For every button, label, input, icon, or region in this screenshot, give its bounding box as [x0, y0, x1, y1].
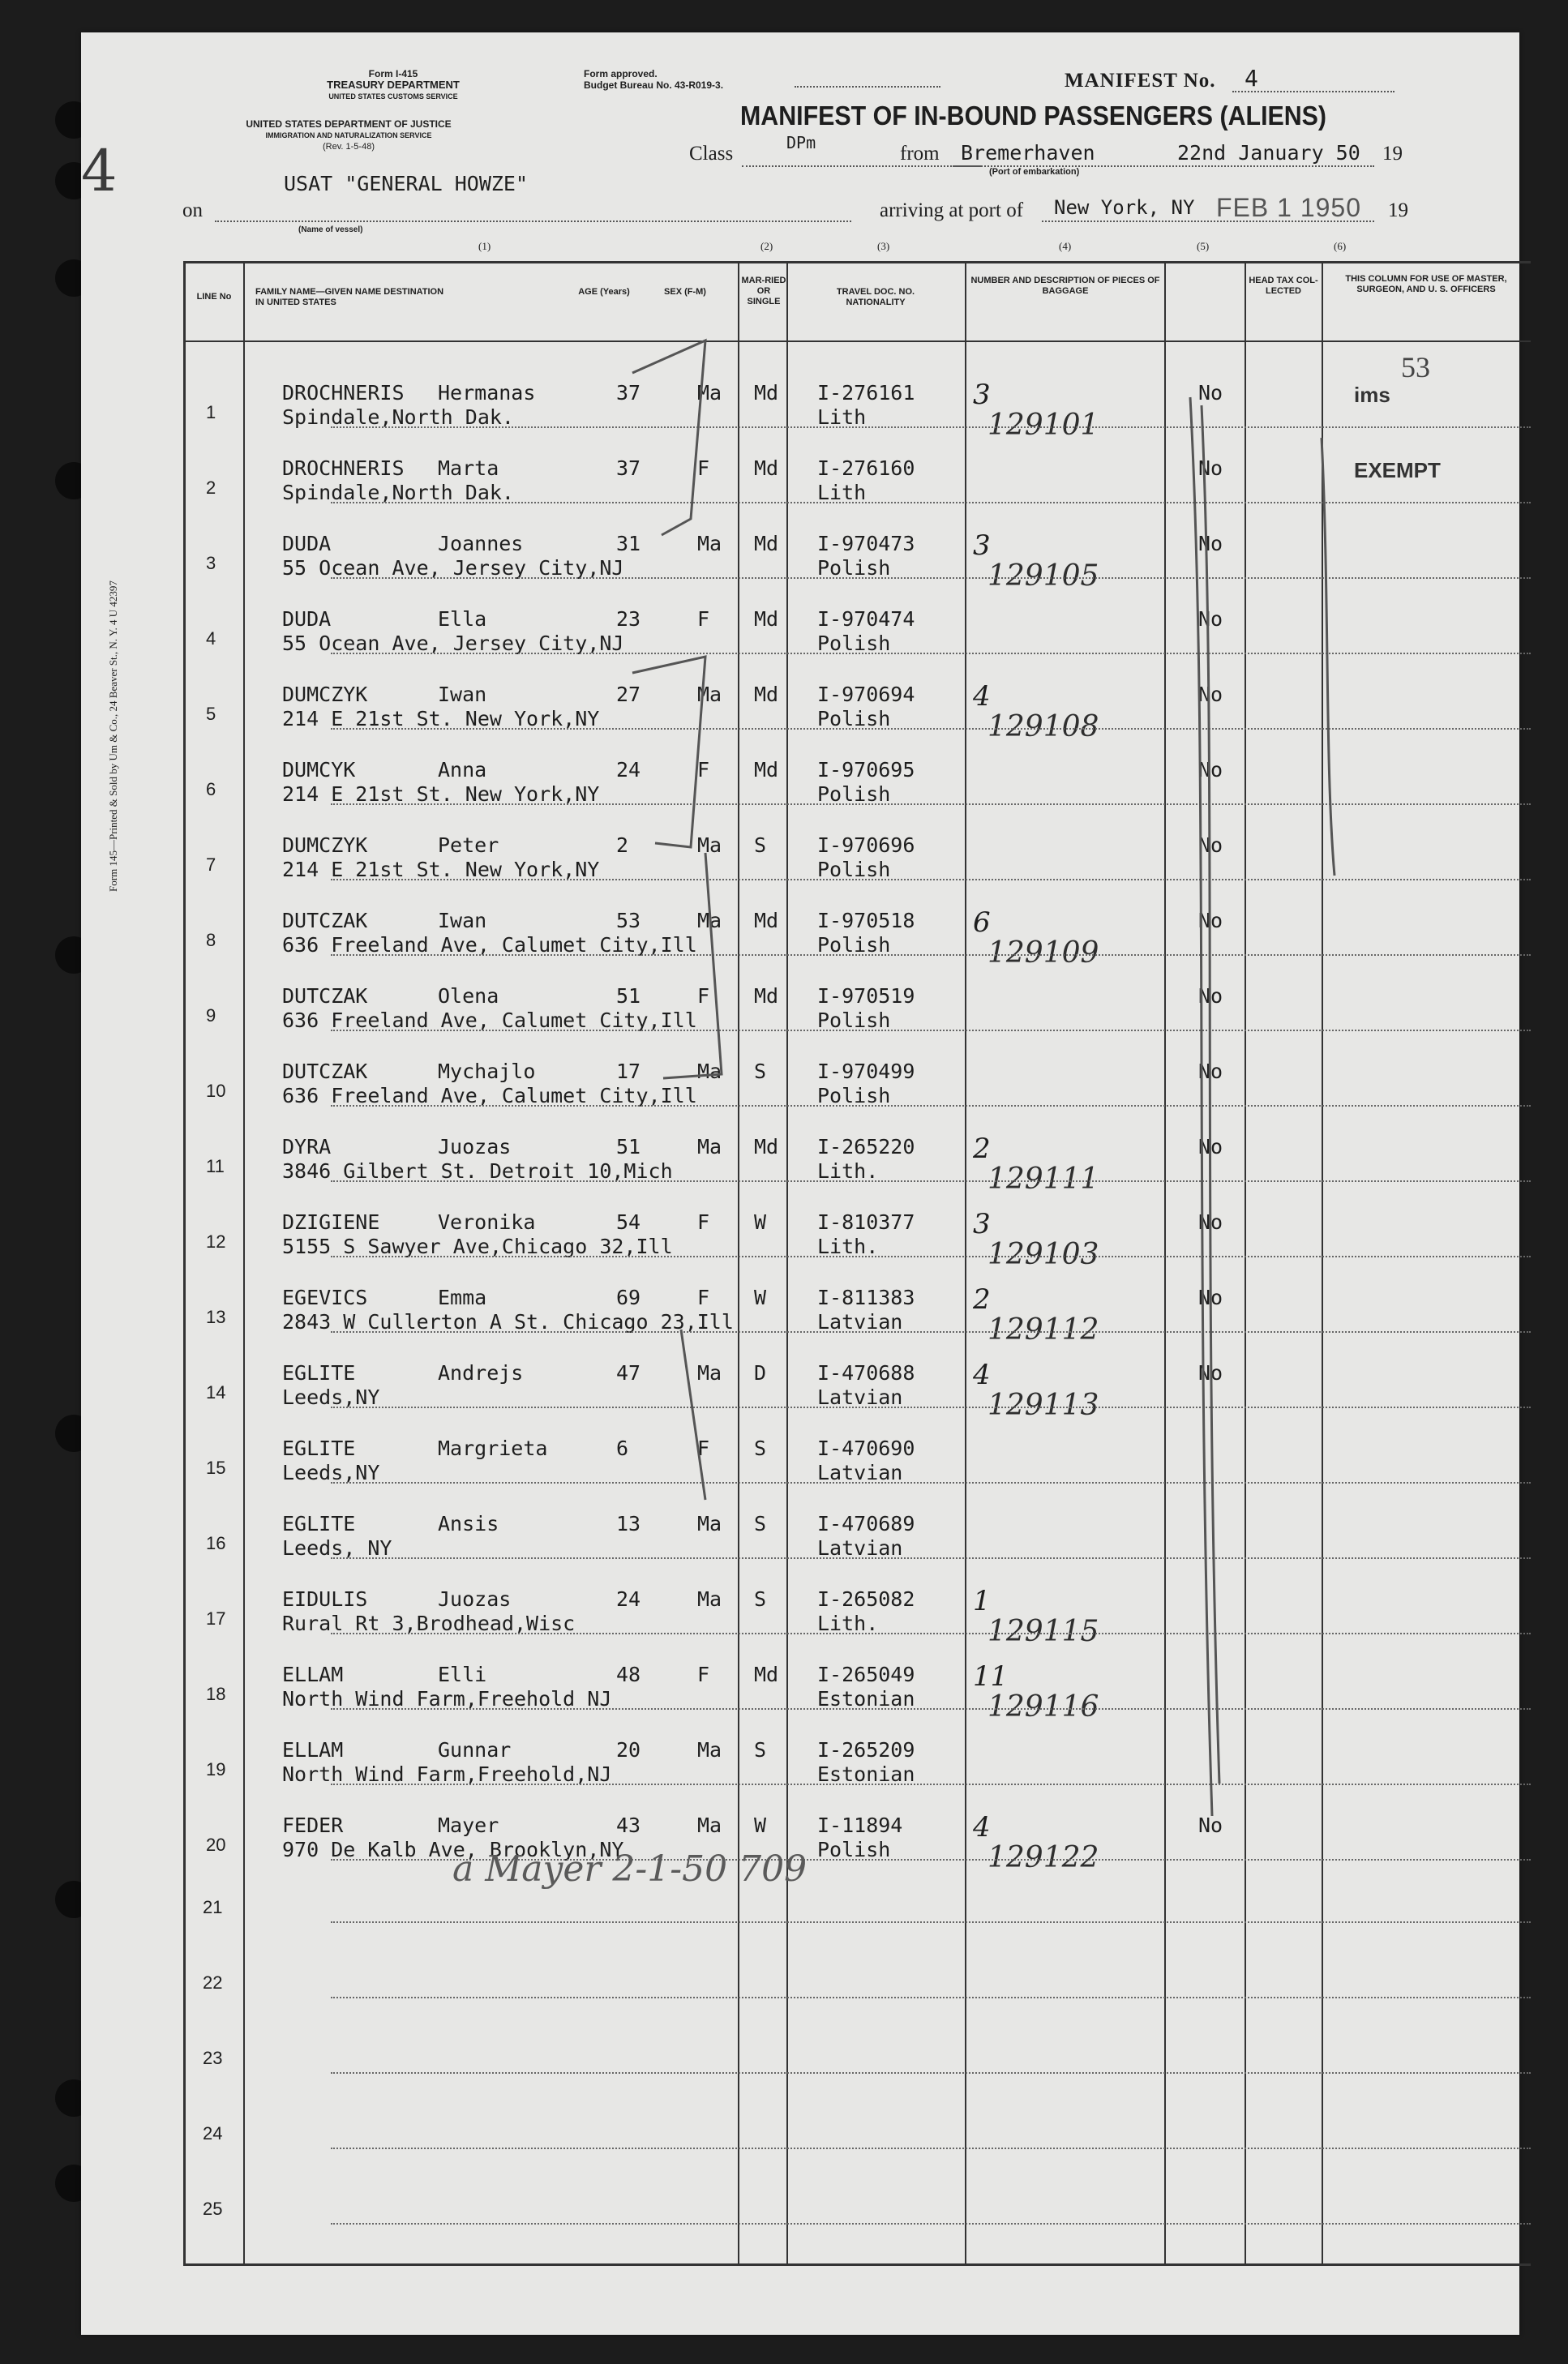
age: 43	[616, 1814, 641, 1837]
head-tax: No	[1198, 1210, 1223, 1234]
destination: 214 E 21st St. New York,NY	[282, 782, 600, 806]
marital-status: W	[754, 1210, 767, 1234]
sex: Ma	[697, 381, 722, 405]
age: 6	[616, 1437, 629, 1460]
travel-doc-number: I-470688	[817, 1361, 915, 1385]
head-tax: No	[1198, 456, 1223, 480]
destination: 636 Freeland Ave, Calumet City,Ill	[282, 1084, 697, 1107]
nationality: Estonian	[817, 1687, 915, 1711]
department-of-justice: UNITED STATES DEPARTMENT OF JUSTICE	[246, 118, 452, 130]
col-header-married: MAR-RIED OR SINGLE	[741, 276, 786, 306]
family-name: DUDA	[282, 532, 332, 555]
class-label: Class	[689, 143, 734, 165]
nationality: Polish	[817, 556, 891, 580]
marital-status: S	[754, 1738, 767, 1762]
family-name: EGLITE	[282, 1512, 356, 1535]
given-name: Juozas	[438, 1135, 512, 1158]
baggage-count: 2	[973, 1133, 991, 1165]
head-tax: No	[1198, 1135, 1223, 1158]
head-tax: No	[1198, 1286, 1223, 1309]
from-label: from	[900, 143, 940, 165]
head-tax: No	[1198, 909, 1223, 932]
destination: Spindale,North Dak.	[282, 405, 514, 429]
row-number: 16	[206, 1533, 226, 1553]
marital-status: S	[754, 1060, 767, 1083]
col-num-3: (3)	[877, 240, 890, 252]
marital-status: Md	[754, 381, 779, 405]
family-name: FEDER	[282, 1814, 344, 1837]
nationality: Latvian	[817, 1536, 903, 1560]
manifest-number: 4	[1245, 65, 1258, 92]
destination: Spindale,North Dak.	[282, 481, 514, 504]
sex: Ma	[697, 683, 722, 706]
row-number: 6	[206, 779, 216, 799]
family-name: EGLITE	[282, 1361, 356, 1385]
baggage-number: 129113	[987, 1389, 1099, 1422]
given-name: Hermanas	[438, 381, 536, 405]
destination: 5155 S Sawyer Ave,Chicago 32,Ill	[282, 1235, 673, 1258]
immigration-service: IMMIGRATION AND NATURALIZATION SERVICE	[265, 131, 432, 139]
age: 23	[616, 607, 641, 631]
nationality: Lith	[817, 405, 867, 429]
family-name: DUMCZYK	[282, 683, 368, 706]
family-name: DYRA	[282, 1135, 332, 1158]
destination: Leeds, NY	[282, 1536, 392, 1560]
head-tax: No	[1198, 1361, 1223, 1385]
baggage-number: 129115	[987, 1615, 1099, 1648]
sex: F	[697, 1663, 710, 1686]
head-tax: No	[1198, 984, 1223, 1008]
destination: 970 De Kalb Ave, Brooklyn,NY	[282, 1838, 624, 1861]
baggage-count: 3	[973, 379, 991, 411]
age: 48	[616, 1663, 641, 1686]
travel-doc-number: I-276161	[817, 381, 915, 405]
given-name: Ella	[438, 607, 487, 631]
age: 37	[616, 456, 641, 480]
age: 24	[616, 758, 641, 782]
arrival-date-stamp: FEB 1 1950	[1216, 193, 1361, 222]
baggage-count: 1	[973, 1585, 991, 1617]
col-header-officers: THIS COLUMN FOR USE OF MASTER, SURGEON, AND U. S. OFFICERS	[1345, 274, 1507, 294]
nationality: Polish	[817, 707, 891, 730]
destination: 55 Ocean Ave, Jersey City,NJ	[282, 632, 624, 655]
sex: Ma	[697, 833, 722, 857]
col-header-name: FAMILY NAME—GIVEN NAME DESTINATION IN UNITED STATES	[255, 287, 444, 307]
col-header-baggage: NUMBER AND DESCRIPTION OF PIECES OF BAGGAGE	[970, 276, 1160, 296]
nationality: Latvian	[817, 1385, 903, 1409]
family-name: EIDULIS	[282, 1587, 368, 1611]
row-number: 12	[206, 1231, 226, 1252]
given-name: Anna	[438, 758, 487, 782]
head-tax: No	[1198, 607, 1223, 631]
sex: Ma	[697, 1361, 722, 1385]
row-number: 1	[206, 402, 216, 422]
side-print-text: Form 145—Printed & Sold by Um & Co., 24 Beaver St., N. Y. 4 U 42397	[107, 580, 119, 892]
destination: 636 Freeland Ave, Calumet City,Ill	[282, 933, 697, 957]
travel-doc-number: I-276160	[817, 456, 915, 480]
marital-status: Md	[754, 456, 779, 480]
travel-doc-number: I-970474	[817, 607, 915, 631]
destination: North Wind Farm,Freehold,NJ	[282, 1762, 612, 1786]
age: 54	[616, 1210, 641, 1234]
baggage-count: 2	[973, 1283, 991, 1316]
nationality: Polish	[817, 1009, 891, 1032]
nationality: Polish	[817, 632, 891, 655]
travel-doc-number: I-811383	[817, 1286, 915, 1309]
marital-status: S	[754, 1587, 767, 1611]
marital-status: S	[754, 1512, 767, 1535]
family-name: DUTCZAK	[282, 1060, 368, 1083]
col-num-4: (4)	[1059, 240, 1072, 252]
age: 13	[616, 1512, 641, 1535]
given-name: Olena	[438, 984, 499, 1008]
baggage-count: 6	[973, 906, 991, 939]
destination: 214 E 21st St. New York,NY	[282, 707, 600, 730]
sex: Ma	[697, 1135, 722, 1158]
travel-doc-number: I-265049	[817, 1663, 915, 1686]
destination: Leeds,NY	[282, 1385, 380, 1409]
head-tax: No	[1198, 1814, 1223, 1837]
family-name: DROCHNERIS	[282, 381, 405, 405]
sex: F	[697, 456, 710, 480]
year-label-2: 19	[1388, 199, 1408, 221]
marital-status: Md	[754, 984, 779, 1008]
row-number: 7	[206, 854, 216, 875]
travel-doc-number: I-470689	[817, 1512, 915, 1535]
family-name: DUMCZYK	[282, 833, 368, 857]
baggage-number: 129122	[987, 1841, 1099, 1874]
given-name: Peter	[438, 833, 499, 857]
given-name: Gunnar	[438, 1738, 512, 1762]
sex: F	[697, 1210, 710, 1234]
marital-status: Md	[754, 1663, 779, 1686]
marital-status: Md	[754, 607, 779, 631]
given-name: Joannes	[438, 532, 524, 555]
given-name: Iwan	[438, 683, 487, 706]
baggage-count: 3	[973, 529, 991, 562]
age: 51	[616, 1135, 641, 1158]
marital-status: Md	[754, 758, 779, 782]
marital-status: D	[754, 1361, 767, 1385]
col-num-1: (1)	[478, 240, 491, 252]
nationality: Polish	[817, 1084, 891, 1107]
travel-doc-number: I-970694	[817, 683, 915, 706]
marital-status: Md	[754, 532, 779, 555]
nationality: Lith.	[817, 1235, 879, 1258]
row-number: 17	[206, 1608, 226, 1629]
baggage-number: 129108	[987, 710, 1099, 743]
customs-service: UNITED STATES CUSTOMS SERVICE	[328, 92, 458, 101]
baggage-count: 4	[973, 680, 991, 713]
nationality: Polish	[817, 1838, 891, 1861]
sex: Ma	[697, 1512, 722, 1535]
form-approved: Form approved.	[584, 68, 658, 79]
family-name: ELLAM	[282, 1663, 344, 1686]
travel-doc-number: I-265082	[817, 1587, 915, 1611]
sex: Ma	[697, 1738, 722, 1762]
family-name: DUTCZAK	[282, 984, 368, 1008]
given-name: Mychajlo	[438, 1060, 536, 1083]
nationality: Lith.	[817, 1612, 879, 1635]
marital-status: W	[754, 1286, 767, 1309]
row-number: 21	[203, 1897, 223, 1917]
destination: Leeds,NY	[282, 1461, 380, 1484]
given-name: Juozas	[438, 1587, 512, 1611]
sex: F	[697, 758, 710, 782]
age: 69	[616, 1286, 641, 1309]
destination: 3846 Gilbert St. Detroit 10,Mich	[282, 1159, 673, 1183]
destination: 214 E 21st St. New York,NY	[282, 858, 600, 881]
baggage-count: 11	[973, 1660, 1009, 1693]
age: 31	[616, 532, 641, 555]
travel-doc-number: I-970519	[817, 984, 915, 1008]
age: 47	[616, 1361, 641, 1385]
nationality: Estonian	[817, 1762, 915, 1786]
vessel-name: USAT "GENERAL HOWZE"	[284, 172, 529, 195]
row-number: 15	[206, 1458, 226, 1478]
head-tax: No	[1198, 683, 1223, 706]
baggage-count: 3	[973, 1208, 991, 1240]
nationality: Latvian	[817, 1310, 903, 1334]
arrival-port: New York, NY	[1054, 196, 1195, 219]
baggage-number: 129105	[987, 559, 1099, 593]
marital-status: Md	[754, 1135, 779, 1158]
family-name: DUMCYK	[282, 758, 356, 782]
family-name: DUDA	[282, 607, 332, 631]
given-name: Veronika	[438, 1210, 536, 1234]
travel-doc-number: I-470690	[817, 1437, 915, 1460]
row-number: 3	[206, 553, 216, 573]
sex: Ma	[697, 1587, 722, 1611]
baggage-number: 129116	[987, 1690, 1099, 1724]
nationality: Polish	[817, 933, 891, 957]
age: 37	[616, 381, 641, 405]
baggage-number: 129112	[987, 1313, 1099, 1347]
given-name: Andrejs	[438, 1361, 524, 1385]
age: 24	[616, 1587, 641, 1611]
marital-status: Md	[754, 909, 779, 932]
destination: North Wind Farm,Freehold NJ	[282, 1687, 612, 1711]
officer-note: EXEMPT	[1354, 458, 1441, 482]
travel-doc-number: I-265220	[817, 1135, 915, 1158]
head-tax: No	[1198, 381, 1223, 405]
treasury-department: TREASURY DEPARTMENT	[327, 79, 460, 91]
sex: Ma	[697, 1814, 722, 1837]
travel-doc-number: I-970499	[817, 1060, 915, 1083]
row-number: 18	[206, 1684, 226, 1704]
row-number: 9	[206, 1005, 216, 1026]
age: 51	[616, 984, 641, 1008]
row-number: 14	[206, 1382, 226, 1403]
head-tax: No	[1198, 1060, 1223, 1083]
marital-status: Md	[754, 683, 779, 706]
row-number: 25	[203, 2199, 223, 2219]
col-header-sex: SEX (F-M)	[664, 287, 706, 297]
baggage-count: 4	[973, 1811, 991, 1844]
col-num-2: (2)	[760, 240, 773, 252]
sex: F	[697, 984, 710, 1008]
page-corner-number: 53	[1401, 351, 1430, 383]
family-name: EGLITE	[282, 1437, 356, 1460]
sex: Ma	[697, 532, 722, 555]
officer-note: ims	[1354, 383, 1390, 407]
sex: F	[697, 1286, 710, 1309]
head-tax: No	[1198, 758, 1223, 782]
family-name: DROCHNERIS	[282, 456, 405, 480]
age: 27	[616, 683, 641, 706]
destination: 55 Ocean Ave, Jersey City,NJ	[282, 556, 624, 580]
margin-note: 4	[81, 138, 118, 204]
nationality: Polish	[817, 858, 891, 881]
sex: Ma	[697, 1060, 722, 1083]
col-header-travel: TRAVEL DOC. NO. NATIONALITY	[836, 287, 915, 307]
sex: F	[697, 1437, 710, 1460]
marital-status: S	[754, 833, 767, 857]
col-num-5: (5)	[1197, 240, 1210, 252]
manifest-page	[81, 32, 1519, 2335]
year-label: 19	[1382, 143, 1403, 165]
baggage-number: 129109	[987, 936, 1099, 970]
handwritten-line-21: a Mayer 2-1-50 709	[452, 1848, 808, 1890]
row-number: 13	[206, 1307, 226, 1327]
row-number: 4	[206, 628, 216, 649]
form-number: Form I-415	[368, 68, 418, 79]
row-number: 5	[206, 704, 216, 724]
destination: 636 Freeland Ave, Calumet City,Ill	[282, 1009, 697, 1032]
given-name: Margrieta	[438, 1437, 548, 1460]
revision-date: (Rev. 1-5-48)	[323, 142, 375, 152]
port-caption: (Port of embarkation)	[989, 167, 1080, 177]
nationality: Polish	[817, 782, 891, 806]
row-number: 20	[206, 1835, 226, 1855]
embarkation-date: 22nd January 50	[1177, 141, 1360, 165]
sex: F	[697, 607, 710, 631]
baggage-number: 129103	[987, 1238, 1099, 1271]
baggage-count: 4	[973, 1359, 991, 1391]
age: 17	[616, 1060, 641, 1083]
row-number: 22	[203, 1972, 223, 1993]
row-number: 8	[206, 930, 216, 950]
age: 2	[616, 833, 629, 857]
col-header-age: AGE (Years)	[578, 287, 630, 297]
row-number: 2	[206, 478, 216, 498]
manifest-title: MANIFEST OF IN-BOUND PASSENGERS (ALIENS)	[740, 101, 1327, 131]
col-header-line: LINE No	[196, 292, 232, 302]
baggage-number: 129111	[987, 1163, 1099, 1196]
sex: Ma	[697, 909, 722, 932]
row-number: 10	[206, 1081, 226, 1101]
vessel-caption: (Name of vessel)	[298, 225, 363, 234]
col-num-6: (6)	[1334, 240, 1347, 252]
col-header-headtax: HEAD TAX COL-LECTED	[1249, 276, 1318, 296]
travel-doc-number: I-11894	[817, 1814, 903, 1837]
head-tax: No	[1198, 532, 1223, 555]
travel-doc-number: I-970473	[817, 532, 915, 555]
row-number: 23	[203, 2048, 223, 2068]
age: 20	[616, 1738, 641, 1762]
family-name: EGEVICS	[282, 1286, 368, 1309]
row-number: 11	[206, 1156, 225, 1176]
travel-doc-number: I-810377	[817, 1210, 915, 1234]
age: 53	[616, 909, 641, 932]
handwritten-marks	[81, 32, 1519, 2335]
nationality: Lith	[817, 481, 867, 504]
marital-status: W	[754, 1814, 767, 1837]
family-name: ELLAM	[282, 1738, 344, 1762]
nationality: Latvian	[817, 1461, 903, 1484]
row-number: 24	[203, 2123, 223, 2143]
given-name: Mayer	[438, 1814, 499, 1837]
family-name: DZIGIENE	[282, 1210, 380, 1234]
family-name: DUTCZAK	[282, 909, 368, 932]
given-name: Iwan	[438, 909, 487, 932]
head-tax: No	[1198, 833, 1223, 857]
travel-doc-number: I-265209	[817, 1738, 915, 1762]
class-value: DPm	[786, 133, 816, 152]
given-name: Elli	[438, 1663, 487, 1686]
travel-doc-number: I-970696	[817, 833, 915, 857]
port-of-embarkation: Bremerhaven	[961, 141, 1095, 165]
travel-doc-number: I-970695	[817, 758, 915, 782]
nationality: Lith.	[817, 1159, 879, 1183]
baggage-number: 129101	[987, 409, 1099, 442]
destination: 2843 W Cullerton A St. Chicago 23,Ill	[282, 1310, 734, 1334]
on-label: on	[182, 199, 203, 221]
marital-status: S	[754, 1437, 767, 1460]
destination: Rural Rt 3,Brodhead,Wisc	[282, 1612, 576, 1635]
row-number: 19	[206, 1759, 226, 1779]
given-name: Marta	[438, 456, 499, 480]
given-name: Ansis	[438, 1512, 499, 1535]
arriving-label: arriving at port of	[880, 199, 1024, 221]
manifest-number-label: MANIFEST No.	[1065, 70, 1216, 92]
travel-doc-number: I-970518	[817, 909, 915, 932]
given-name: Emma	[438, 1286, 487, 1309]
budget-bureau: Budget Bureau No. 43-R019-3.	[584, 79, 724, 91]
